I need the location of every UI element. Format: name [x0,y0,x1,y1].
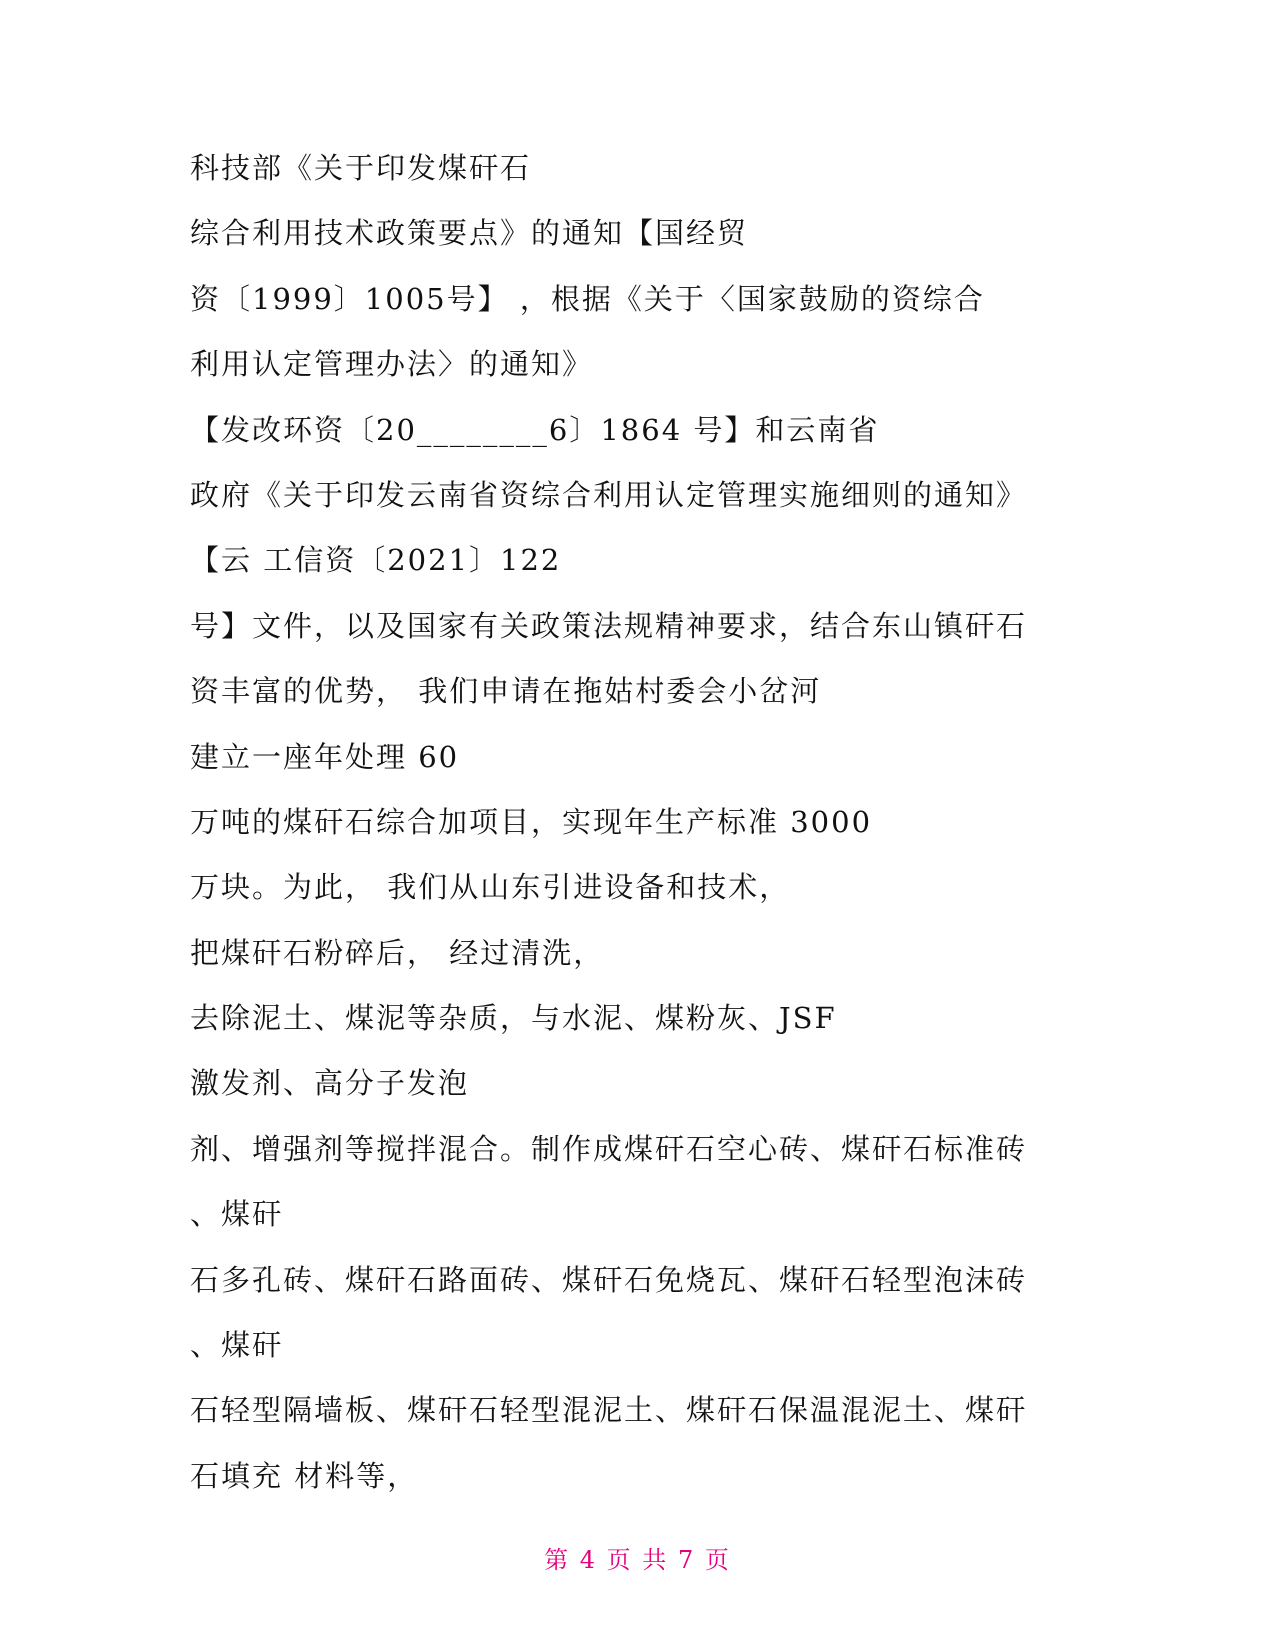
text-line: 综合利用技术政策要点》的通知【国经贸 [190,216,749,251]
text-line: 、煤矸 [190,1328,284,1363]
text-line: 把煤矸石粉碎后， 经过清洗， [190,935,605,970]
text-line: 剂、增强剂等搅拌混合。制作成煤矸石空心砖、煤矸石标准砖 [190,1131,1028,1166]
text-line: 万块。为此， 我们从山东引进设备和技术， [190,870,791,905]
text-line: 石填充 材料等， [190,1458,419,1493]
text-line: 激发剂、高分子发泡 [190,1066,470,1101]
text-line: 、煤矸 [190,1197,284,1232]
text-line: 资〔1999〕1005号】 ，根据《关于〈国家鼓励的资综合 [190,281,985,316]
text-line: 资丰富的优势， 我们申请在拖姑村委会小岔河 [190,674,822,709]
text-line: 科技部《关于印发煤矸石 [190,151,532,185]
text-line: 去除泥土、煤泥等杂质，与水泥、煤粉灰、JSF [190,1001,837,1036]
text-line: 万吨的煤矸石综合加项目，实现年生产标准 3000 [190,804,873,839]
body-text [190,148,1090,1521]
page-number-footer: 第 4 页 共 7 页 [544,1546,731,1574]
text-line: 【云 工信资〔2021〕122 [190,543,562,578]
text-line: 号】文件，以及国家有关政策法规精神要求，结合东山镇矸石 [190,608,1028,643]
text-line: 建立一座年处理 60 [190,739,460,774]
text-line: 石轻型隔墙板、煤矸石轻型混泥土、煤矸石保温混泥土、煤矸 [190,1393,1028,1428]
text-line: 【发改环资〔20________6〕1864 号】和云南省 [190,412,880,447]
text-line: 政府《关于印发云南省资综合利用认定管理实施细则的通知》 [190,477,1028,512]
text-line: 利用认定管理办法〉的通知》 [190,347,594,382]
text-line: 石多孔砖、煤矸石路面砖、煤矸石免烧瓦、煤矸石轻型泡沫砖 [190,1262,1028,1297]
